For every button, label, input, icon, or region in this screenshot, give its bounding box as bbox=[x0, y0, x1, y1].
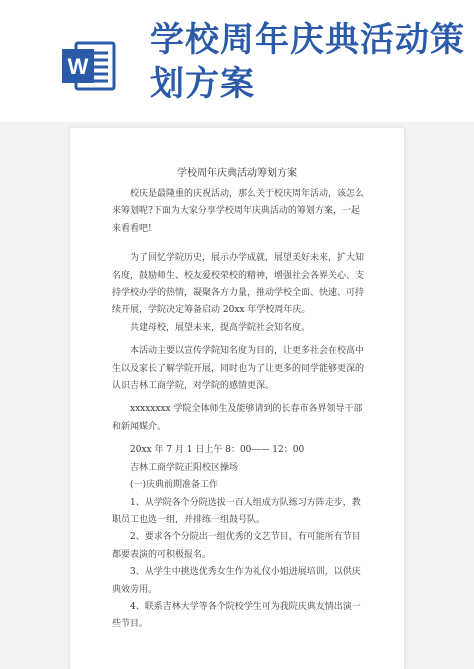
paragraph-theme: 共建母校，展望未来，提高学院社会知名度。 bbox=[130, 322, 311, 333]
document-body bbox=[112, 186, 366, 634]
list-item: 4、联系吉林大学等各个院校学生可为我院庆典友情出演一些节目。 bbox=[112, 601, 361, 630]
word-document-icon bbox=[62, 39, 116, 93]
document-title: 学校周年庆典活动筹划方案 bbox=[177, 168, 297, 179]
list-item: 2、要求各个分院出一组优秀的文艺节目，有可能所有节目都要表演的可积极报名。 bbox=[112, 532, 361, 560]
paragraph-location: 吉林工商学院正阳校区操场 bbox=[130, 462, 239, 473]
paragraph-time: 20xx 年 7 月 1 日上午 8：00—— 12：00 bbox=[130, 445, 305, 456]
list-item: 1、从学院各个分院选拔一百人组成方队练习方阵走步，教职员工也选一组，并排练一组鼓号队。 bbox=[112, 497, 361, 525]
document-page bbox=[70, 128, 404, 669]
paragraph-purpose: 为了回忆学院历史，展示办学成就，展望美好未来，扩大知名度，鼓励师生、校友爱校荣校的精神，增强社会各界关心、支持学校办学的热情，凝聚各方力量，推动学校全面、快速、可持续开展，学院决定筹备启动 20xx 年学校周年庆。 bbox=[112, 253, 365, 316]
section-heading-preparation: (一)庆典前期准备工作 bbox=[130, 480, 219, 491]
paragraph-goal: 本活动主要以宣传学院知名度为目的，让更多社会在校高中生以及家长了解学院开展，同时也为了让更多的同学能够更深的认识吉林工商学院，对学院的感情更深。 bbox=[112, 346, 365, 392]
paragraph-participants: xxxxxxxx 学院全体师生及能够请到的长春市各界领导干部和新闻媒介。 bbox=[112, 404, 363, 432]
header-banner bbox=[0, 0, 474, 122]
list-item: 3、从学生中挑选优秀女生作为礼仪小姐进展培训，以供庆典效劳用。 bbox=[112, 567, 361, 595]
svg-text:W: W bbox=[67, 54, 89, 79]
banner-title: 学校周年庆典活动策划方案 bbox=[150, 20, 465, 104]
paragraph-intro: 校庆是最隆重的庆祝活动，那么关于校庆周年活动，该怎么来筹划呢?下面为大家分享学校周年庆典活动的筹划方案，一起来看看吧! bbox=[112, 189, 365, 234]
